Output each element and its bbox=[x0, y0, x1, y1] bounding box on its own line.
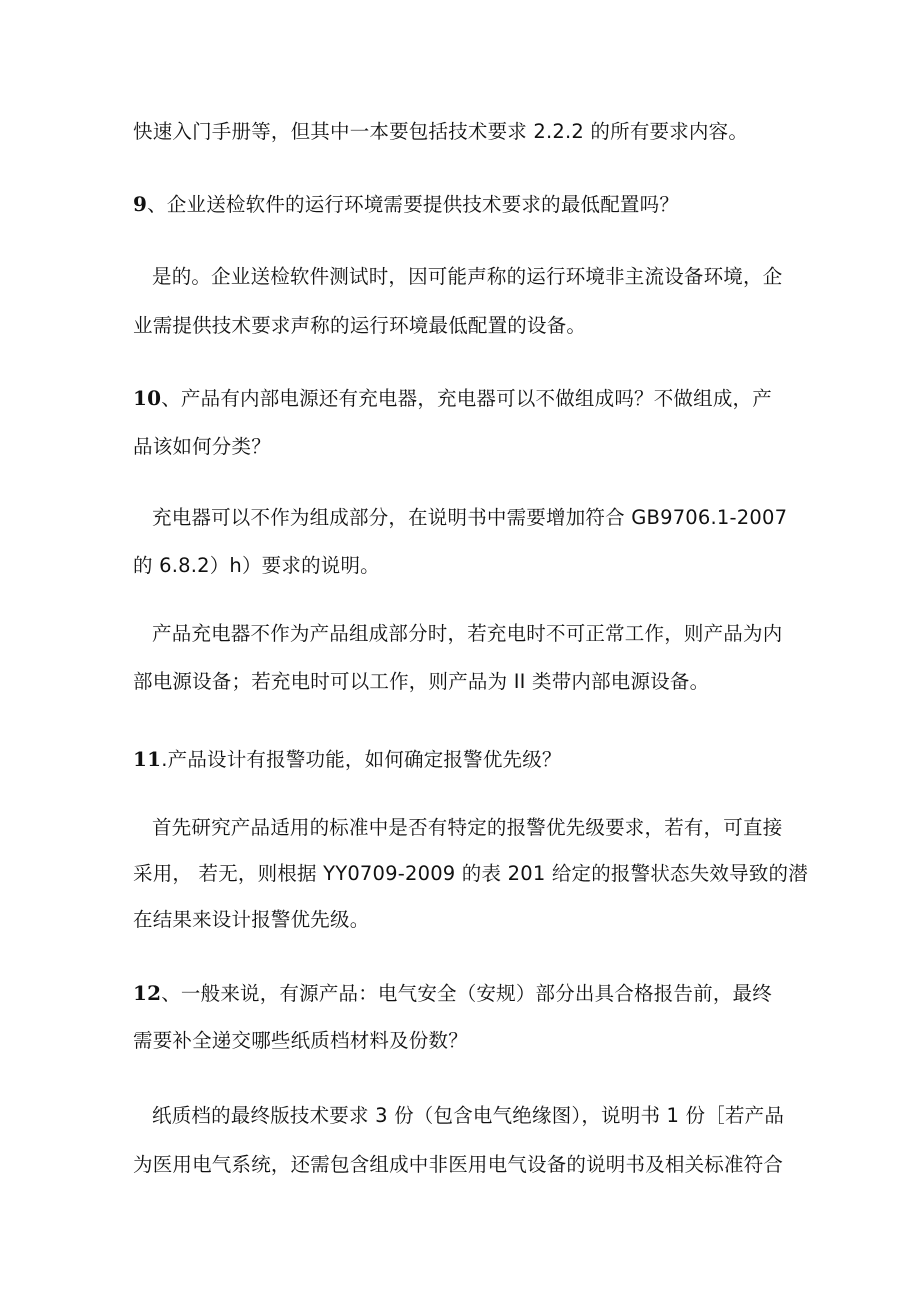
question-12-title-line-1: 、一般来说，有源产品：电气安全（安规）部分出具合格报告前，最终 bbox=[161, 982, 772, 1005]
question-12-number: 12 bbox=[133, 981, 162, 1005]
question-10-number: 10 bbox=[133, 386, 162, 410]
answer-12-line-2: 为医用电气系统，还需包含组成中非医用电气设备的说明书及相关标准符合 bbox=[133, 1153, 784, 1176]
question-11-number: 11 bbox=[133, 747, 162, 771]
question-11 bbox=[133, 746, 793, 773]
question-11-title: .产品设计有报警功能，如何确定报警优先级？ bbox=[161, 748, 562, 771]
question-10 bbox=[133, 385, 793, 412]
question-10-title-line-2: 品该如何分类？ bbox=[133, 435, 271, 458]
answer-10-p1-line-2: 的 6.8.2）h）要求的说明。 bbox=[133, 554, 380, 577]
question-9-title: 、企业送检软件的运行环境需要提供技术要求的最低配置吗？ bbox=[147, 193, 680, 216]
answer-11-line-3: 在结果来设计报警优先级。 bbox=[133, 908, 370, 931]
answer-10-p1-line-1: 充电器可以不作为组成部分，在说明书中需要增加符合 GB9706.1-2007 bbox=[152, 506, 788, 529]
answer-10-p2-line-1: 产品充电器不作为产品组成部分时，若充电时不可正常工作，则产品为内 bbox=[152, 622, 783, 645]
question-12-title-line-2: 需要补全递交哪些纸质档材料及份数？ bbox=[133, 1029, 468, 1052]
question-9 bbox=[133, 191, 793, 218]
intro-line-1: 快速入门手册等，但其中一本要包括技术要求 2.2.2 的所有要求内容。 bbox=[133, 120, 749, 143]
answer-10-p2-line-2: 部电源设备；若充电时可以工作，则产品为 II 类带内部电源设备。 bbox=[133, 670, 710, 693]
question-10-title-line-1: 、产品有内部电源还有充电器，充电器可以不做组成吗？不做组成，产 bbox=[161, 387, 772, 410]
answer-9-line-1: 是的。企业送检软件测试时，因可能声称的运行环境非主流设备环境，企 bbox=[152, 265, 783, 288]
answer-11-line-1: 首先研究产品适用的标准中是否有特定的报警优先级要求，若有，可直接 bbox=[152, 816, 783, 839]
answer-12-line-1: 纸质档的最终版技术要求 3 份（包含电气绝缘图），说明书 1 份［若产品 bbox=[152, 1104, 785, 1127]
question-9-number: 9 bbox=[133, 192, 148, 216]
question-12 bbox=[133, 980, 793, 1007]
answer-11-line-2: 采用， 若无，则根据 YY0709-2009 的表 201 给定的报警状态失效导致的潜 bbox=[133, 862, 808, 885]
answer-9-line-2: 业需提供技术要求声称的运行环境最低配置的设备。 bbox=[133, 314, 587, 337]
